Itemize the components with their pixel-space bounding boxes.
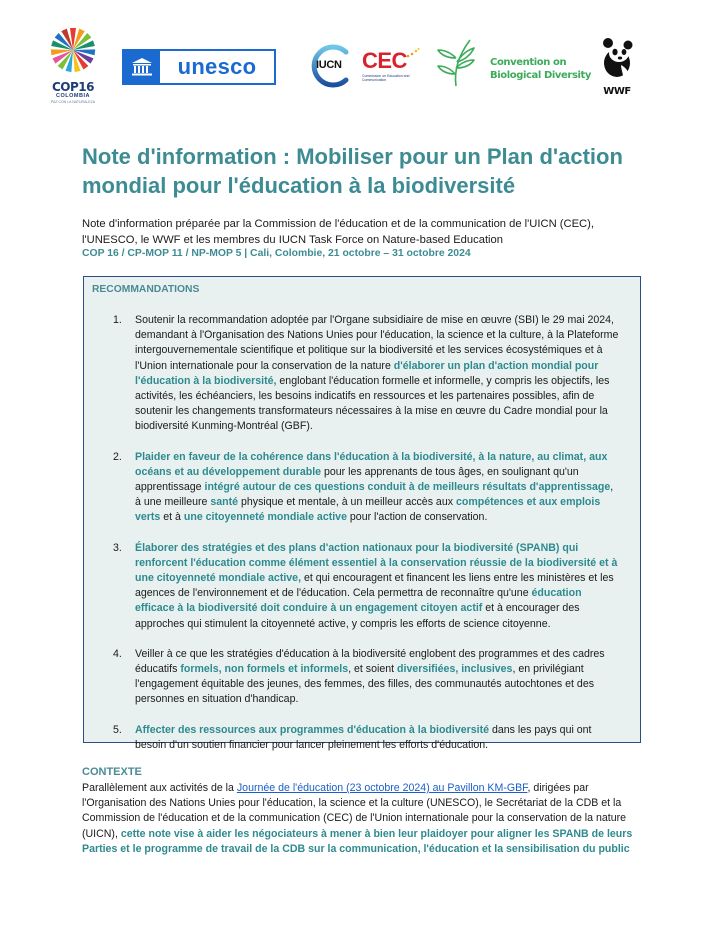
wwf-panda-icon (599, 37, 635, 81)
cec-wordmark: CEC (362, 48, 407, 73)
cec-subtitle: Commission on Education and Communication (362, 74, 410, 82)
title-prefix: Note d'information : (82, 144, 291, 169)
recommendation-item (92, 723, 632, 753)
cbd-line2: Biological Diversity (490, 70, 592, 81)
event-meta: COP 16 / CP-MOP 11 / NP-MOP 5 | Cali, Colombie, 21 octobre – 31 octobre 2024 (82, 248, 471, 259)
recommendation-item (92, 450, 632, 526)
recommendation-highlight: éducation efficace à la biodiversité doit conduire à un engagement citoyen actif (135, 587, 582, 615)
wwf-logo (597, 37, 637, 95)
recommendation-text: et à encourager des approches qui stimulent la citoyenneté active, y compris les efforts de science citoyenne. (135, 602, 580, 630)
page-title (82, 142, 642, 200)
recommendation-text: et à (160, 511, 184, 524)
recommendation-number: 2. (113, 450, 122, 463)
recommendation-text: , et soient (348, 663, 398, 676)
cop16-logo (44, 26, 102, 104)
recommendation-highlight: santé (210, 496, 239, 509)
recommendation-text: dans les pays qui ont besoin d'un soutien financier pour lancer pleinement les efforts d'éducation. (135, 723, 592, 751)
recommendation-number: 3. (113, 541, 122, 554)
recommendation-highlight: formels, non formels et informels (180, 663, 349, 676)
cbd-line1: Convention on (490, 57, 567, 68)
recommendation-highlight: d'élaborer un plan d'action mondial pour l'éducation à la biodiversité, (135, 359, 599, 387)
recommendation-highlight: Plaider en faveur de la cohérence dans l'éducation à la biodiversité, à la nature, au climat, aux océans et au développement durable (135, 450, 608, 478)
recommendation-number: 1. (113, 314, 122, 326)
recommendation-highlight: compétences et aux emplois verts (135, 496, 601, 524)
recommendation-text: englobant l'éducation formelle et informelle, y compris les objectifs, les activités, les échéanciers, les besoins indicatifs en ressources et les partenaires possibles, afin de soutenir les changements transformateurs nécessaires à la mise en œuvre du Cadre mondial pour la biodiversité Kunming-Montréal (GBF). (135, 374, 610, 433)
recommendation-text: , à une meilleure (135, 481, 614, 509)
recommendations-box (83, 276, 641, 751)
recommendation-text: Veiller à ce que les stratégies d'éducation à la biodiversité englobent des programmes et des cadres éducatifs (135, 647, 605, 676)
unesco-wordmark: unesco (177, 54, 257, 79)
recommendation-text: , en privilégiant l'engagement équitable des jeunes, des femmes, des filles, des communautés autochtones et des personnes en situation d'handicap. (135, 663, 595, 706)
recommendation-number: 4. (113, 647, 122, 660)
recommendation-text: pour l'action de conservation. (346, 511, 488, 524)
recommendation-text: pour les apprenants de tous âges, en soulignant qu'un apprentissage (135, 465, 579, 494)
recommendation-text: physique et mentale, à un meilleur accès aux (238, 496, 456, 509)
intro-paragraph: Note d'information préparée par la Commission de l'éducation et de la communication de l'UICN (CEC), l'UNESCO, le WWF et les membres du IUCN Task Force on Nature-based Education (82, 218, 594, 246)
recommendation-highlight: diversifiées, inclusives (397, 663, 513, 676)
cec-dots-icon (406, 48, 420, 58)
cbd-logo-text (490, 56, 591, 82)
title-main: Mobiliser pour un Plan d'action mondial pour l'éducation à la biodiversité (82, 144, 623, 198)
iucn-wordmark: IUCN (316, 59, 342, 71)
recommendation-number: 5. (113, 723, 122, 736)
context-heading: CONTEXTE (82, 766, 142, 778)
cop16-flower-icon (48, 26, 98, 76)
iucn-logo (310, 44, 354, 88)
recommendation-text: Soutenir la recommandation adoptée par l'Organe subsidiaire de mise en œuvre (SBI) le 29 mai 2024, demandant à l'Organisation des Nations Unies pour l'éducation, la science et la culture, à la Plateforme intergouvernementale scientifique et politique sur la biodiversité et les services écosystémiques et à l'Union internationale pour la conservation de la nature (135, 314, 619, 372)
cbd-plant-icon (436, 36, 476, 88)
recommendation-highlight: une citoyenneté mondiale active (183, 511, 347, 524)
recommendation-item (92, 313, 632, 435)
cop16-country: COLOMBIA (56, 93, 90, 99)
education-day-link[interactable]: Journée de l'éducation (23 octobre 2024) au Pavillon KM-GBF (236, 782, 528, 794)
context-highlight: cette note vise à aider les négociateurs à mener à bien leur plaidoyer pour aligner les SPANB de leurs Parties et le programme de travail de la CDB sur la communication, l'éducation et la sensibilisation du public (82, 827, 633, 855)
wwf-wordmark: WWF (603, 86, 631, 97)
context-text-start: Parallèlement aux activités de la (82, 782, 237, 794)
cec-logo (362, 50, 418, 86)
recommendation-highlight: Élaborer des stratégies et des plans d'action nationaux pour la biodiversité (SPANB) qui renforcent l'éducation comme élément essentiel à la conservation réussie de la biodiversité et à une citoyenneté mondiale active, (135, 541, 618, 585)
recommendation-item (92, 541, 632, 632)
unesco-temple-icon (124, 51, 160, 83)
cop16-tagline: PAZ CON LA NATURALEZA (50, 100, 96, 104)
recommendation-item (92, 647, 632, 708)
context-paragraph (82, 781, 652, 857)
recommendation-highlight: intégré autour de ces questions conduit à de meilleurs résultats d'apprentissage (204, 481, 611, 494)
context-text-mid: , dirigées par l'Organisation des Nations Unies pour l'éducation, la science et la culture (UNESCO), le Secrétariat de la CDB et la Commission de l'éducation et de la communication (CEC) de l'Union internationale pour la conservation de la nature (UICN), (82, 782, 627, 840)
recommendation-text: et qui encouragent et financent les liens entre les ministères et les agences de l'environnement et de l'éducation. Cela permettra de reconnaître qu'une (135, 572, 614, 600)
recommendation-highlight: Affecter des ressources aux programmes d'éducation à la biodiversité (135, 723, 490, 736)
partner-logos-row (0, 22, 721, 107)
recommendations-heading: RECOMMANDATIONS (92, 284, 200, 295)
cop16-label: COP16 (51, 80, 94, 94)
recommendations-list (92, 313, 632, 753)
unesco-logo (122, 49, 276, 85)
